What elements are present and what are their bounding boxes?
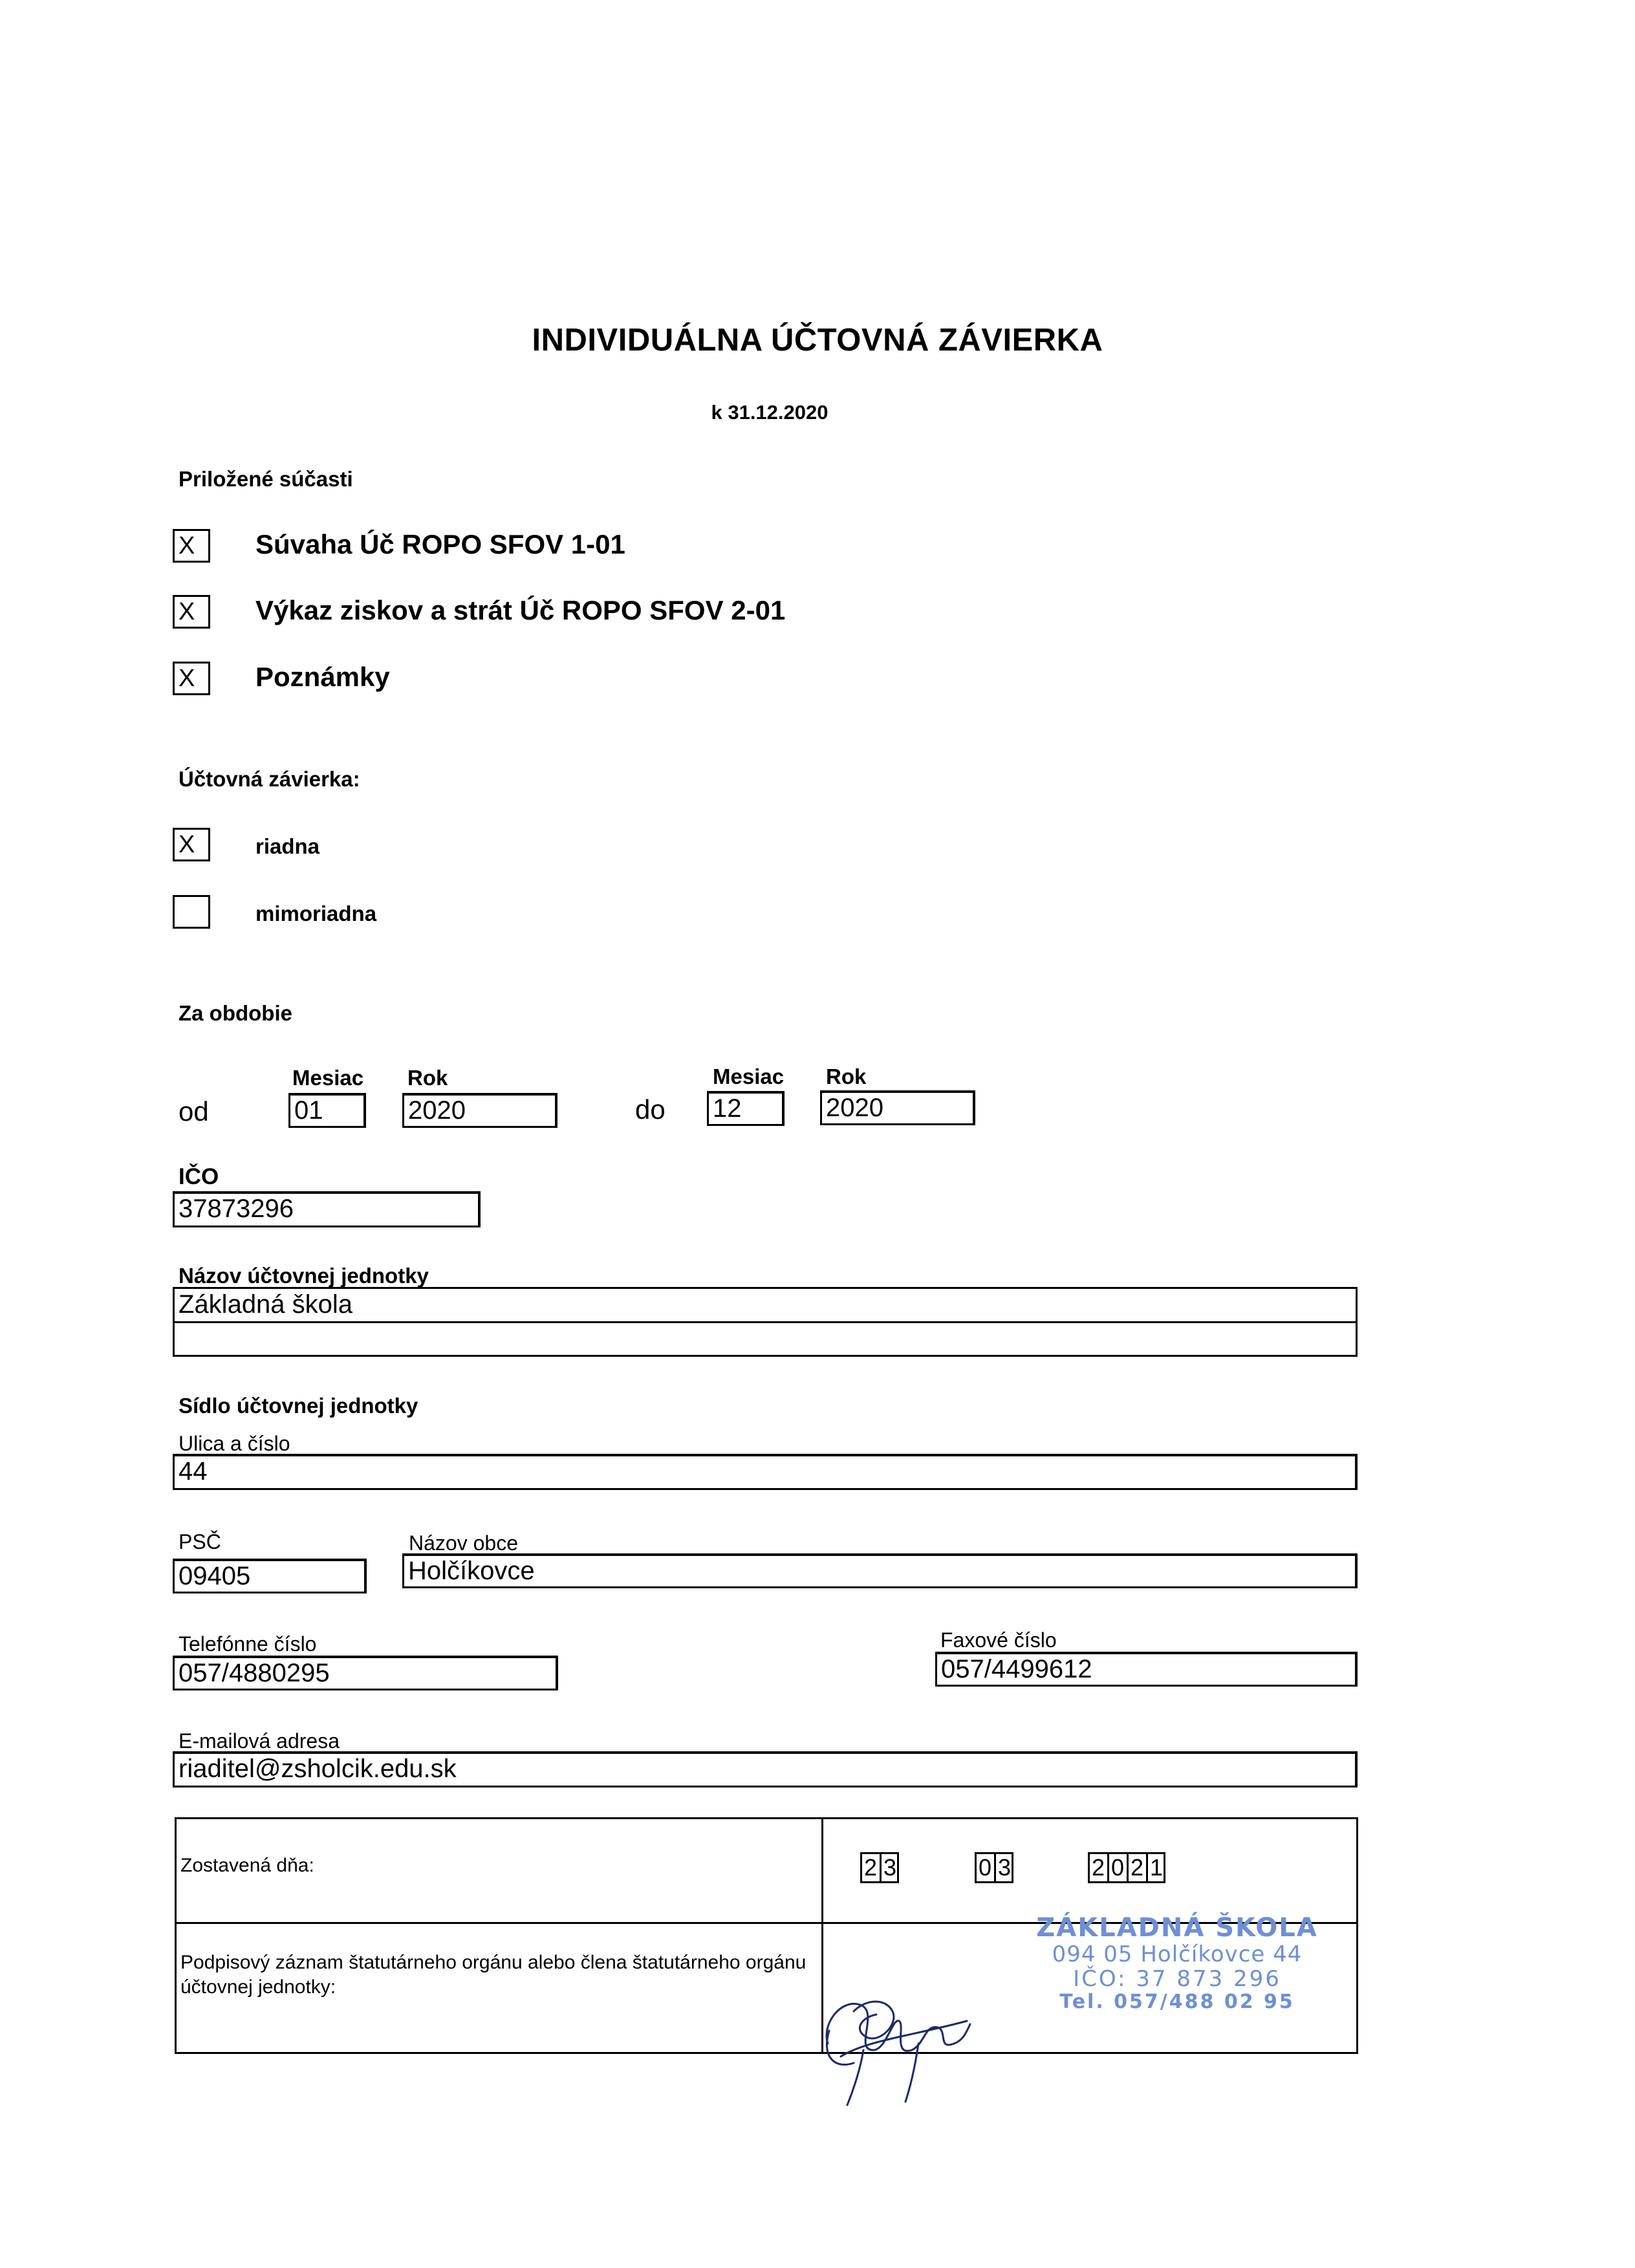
period-label: Za obdobie — [179, 1001, 292, 1025]
checkbox-suvaha[interactable]: X — [173, 529, 210, 563]
fax-label: Faxové číslo — [940, 1628, 1057, 1652]
checkbox-poznamky[interactable]: X — [173, 662, 210, 695]
fax-field[interactable]: 057/4499612 — [935, 1652, 1358, 1687]
document-title: INDIVIDUÁLNA ÚČTOVNÁ ZÁVIERKA — [532, 323, 1103, 358]
entity-name-line1[interactable]: Základná škola — [179, 1290, 353, 1319]
street-label: Ulica a číslo — [179, 1432, 290, 1455]
entity-name-line2[interactable] — [175, 1324, 1356, 1355]
stamp-line-ico: IČO: 37 873 296 — [1073, 1966, 1281, 1992]
from-year-label: Rok — [407, 1066, 448, 1090]
zip-field[interactable]: 09405 — [173, 1559, 367, 1593]
to-label: do — [635, 1094, 666, 1125]
phone-label: Telefónne číslo — [179, 1632, 317, 1656]
email-label: E-mailová adresa — [179, 1729, 340, 1753]
compiled-year-digit-3[interactable]: 2 — [1127, 1852, 1146, 1883]
to-month-label: Mesiac — [713, 1064, 785, 1088]
option-riadna-label: riadna — [255, 834, 320, 858]
compiled-day-digit-1[interactable]: 2 — [860, 1852, 880, 1883]
compiled-year-digit-1[interactable]: 2 — [1088, 1852, 1107, 1883]
entity-name-divider — [173, 1321, 1358, 1323]
compiled-year-digit-2[interactable]: 0 — [1107, 1852, 1127, 1883]
ico-label: IČO — [179, 1164, 219, 1189]
closing-date: k 31.12.2020 — [711, 401, 828, 424]
checkbox-mimoriadna[interactable] — [173, 895, 210, 929]
components-label: Priložené súčasti — [179, 467, 353, 491]
component-poznamky-label: Poznámky — [255, 662, 390, 692]
handwritten-signature — [815, 1960, 983, 2115]
city-label: Názov obce — [409, 1531, 518, 1555]
stamp-line-address: 094 05 Holčíkovce 44 — [1052, 1941, 1303, 1967]
closing-type-label: Účtovná závierka: — [179, 767, 360, 791]
phone-field[interactable]: 057/4880295 — [173, 1656, 558, 1690]
compiled-label: Zostavená dňa: — [180, 1855, 314, 1876]
component-vykaz-label: Výkaz ziskov a strát Úč ROPO SFOV 2-01 — [255, 595, 786, 625]
email-field[interactable]: riaditel@zsholcik.edu.sk — [173, 1751, 1358, 1787]
address-section-label: Sídlo účtovnej jednotky — [179, 1394, 418, 1418]
from-month-field[interactable]: 01 — [288, 1093, 366, 1128]
from-year-field[interactable]: 2020 — [402, 1093, 558, 1128]
to-year-label: Rok — [826, 1064, 867, 1088]
checkbox-riadna[interactable]: X — [173, 828, 210, 861]
to-month-field[interactable]: 12 — [707, 1091, 785, 1126]
component-suvaha-label: Súvaha Úč ROPO SFOV 1-01 — [255, 529, 625, 559]
signature-label: Podpisový záznam štatutárneho orgánu alebo člena štatutárneho orgánu účtovnej jednotky: — [180, 1952, 807, 1998]
compiled-year-digit-4[interactable]: 1 — [1146, 1852, 1165, 1883]
city-field[interactable]: Holčíkovce — [402, 1553, 1358, 1588]
stamp-line-school: ZÁKLADNÁ ŠKOLA — [1036, 1913, 1318, 1943]
checkbox-vykaz[interactable]: X — [173, 595, 210, 629]
street-field[interactable]: 44 — [173, 1454, 1358, 1490]
from-label: od — [179, 1096, 209, 1127]
compiled-month-digit-2[interactable]: 3 — [994, 1852, 1013, 1883]
stamp-line-phone: Tel. 057/488 02 95 — [1059, 1991, 1295, 2013]
from-month-label: Mesiac — [292, 1066, 364, 1090]
compiled-day-digit-2[interactable]: 3 — [880, 1852, 899, 1883]
entity-name-label: Názov účtovnej jednotky — [179, 1264, 429, 1288]
zip-label: PSČ — [179, 1530, 221, 1553]
compiled-month-digit-1[interactable]: 0 — [975, 1852, 994, 1883]
ico-field[interactable]: 37873296 — [173, 1191, 481, 1227]
to-year-field[interactable]: 2020 — [820, 1090, 975, 1125]
option-mimoriadna-label: mimoriadna — [255, 902, 377, 925]
